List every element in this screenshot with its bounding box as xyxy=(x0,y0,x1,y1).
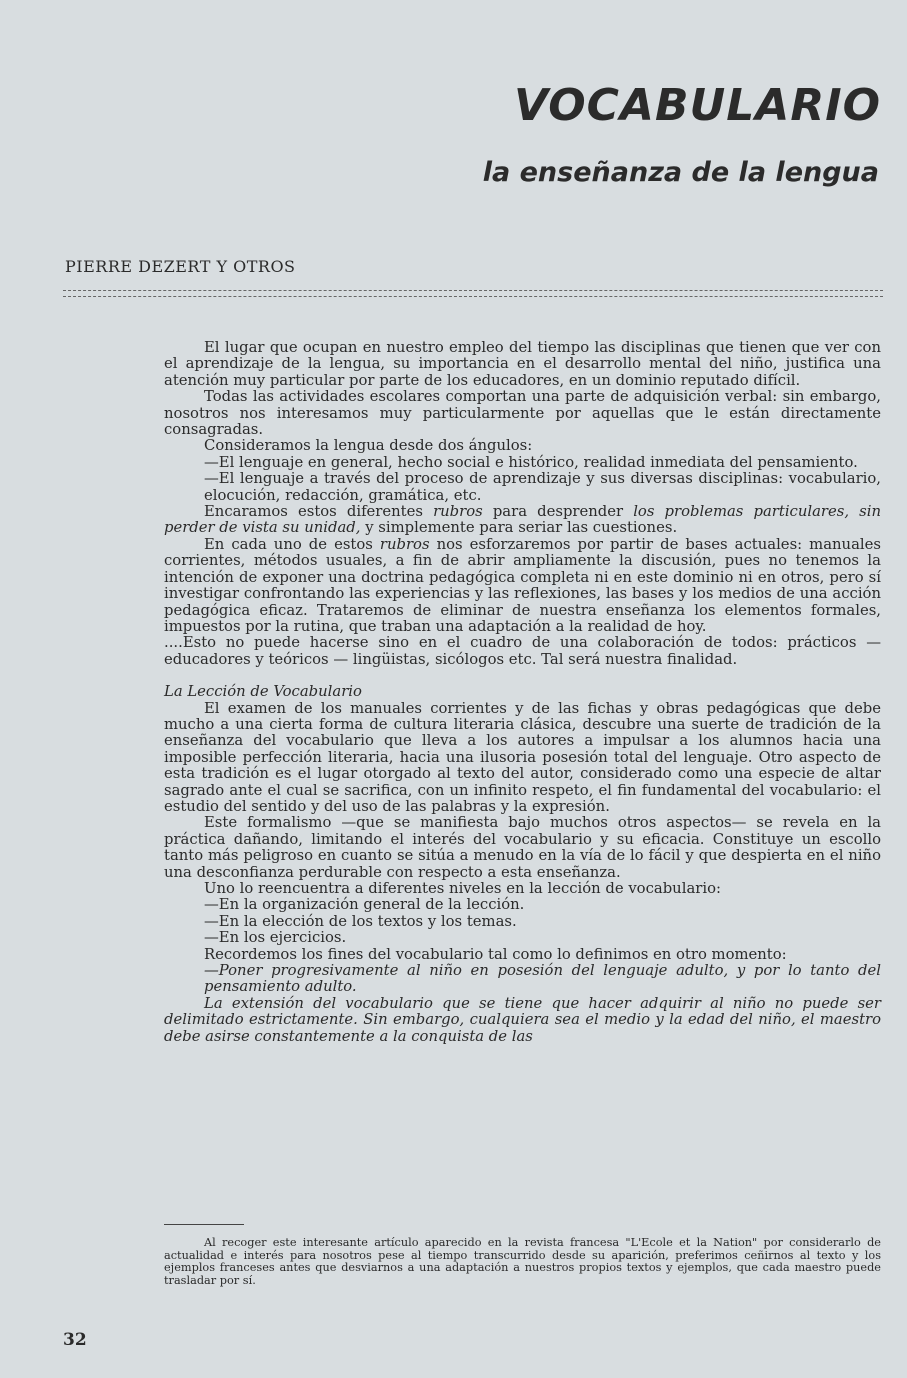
article-author: PIERRE DEZERT Y OTROS xyxy=(65,257,296,276)
paragraph: Uno lo reencuentra a diferentes niveles en la lección de vocabulario: xyxy=(204,880,721,897)
article-subtitle: la enseñanza de la lengua xyxy=(482,157,879,188)
section-heading: La Lección de Vocabulario xyxy=(164,683,362,701)
emphasis: rubros xyxy=(433,503,483,521)
page-number: 32 xyxy=(63,1330,87,1350)
emphasis: rubros xyxy=(379,535,430,553)
paragraph: Consideramos la lengua desde dos ángulos: xyxy=(204,437,533,455)
paragraph: Todas las actividades escolares comportan una parte de adquisición verbal: sin embargo, nosotros nos interesamos muy particularmente por aquellas que le están directamente consagradas. xyxy=(164,388,881,439)
list-item: —En la organización general de la lección. xyxy=(204,896,525,914)
paragraph: El examen de los manuales corrientes y de las fichas y obras pedagógicas que debe mucho a una cierta forma de cultura literaria clásica, descubre una suerte de tradición de la enseñanza del vocabulario que lleva a los autores a impulsar a los alumnos hacia una imposible perfección literaria, hacia una ilusoria posesión total del lenguaje. Otro aspecto de esta tradición es el lugar otorgado al texto del autor, considerado como una especie de altar sagrado ante el cual se sacrifica, con un infinito respeto, el fin fundamental del vocabulario: el estudio del sentido y del uso de las palabras y la expresión. xyxy=(164,699,881,815)
list-item: —En la elección de los textos y los temas. xyxy=(204,912,517,930)
text-run: En cada uno de estos xyxy=(204,535,380,553)
text-run: Encaramos estos diferentes xyxy=(204,503,434,521)
list-item: —El lenguaje a través del proceso de aprendizaje y sus diversas disciplinas: vocabulario, elocución, redacción, gramática, etc. xyxy=(204,470,881,504)
paragraph: El lugar que ocupan en nuestro empleo del tiempo las disciplinas que tienen que ver con el aprendizaje de la lengua, su importancia en el desarrollo mental del niño, justifica una atención muy particular por parte de los educadores, en un dominio reputado difícil. xyxy=(164,339,881,389)
article-body xyxy=(164,340,881,1045)
paragraph xyxy=(164,537,881,635)
list-item: —En los ejercicios. xyxy=(204,929,347,947)
paragraph: ....Esto no puede hacerse sino en el cuadro de una colaboración de todos: prácticos — educadores y teóricos — lingüistas, sicólogos etc. Tal será nuestra finalidad. xyxy=(164,634,881,668)
text-run: nos esforzaremos por partir de bases actuales: manuales corrientes, métodos usuales, a fin de abrir ampliamente la discusión, pues no tenemos la intención de exponer una doctrina pedagógica completa ni en este dominio ni en otros, pero sí investigar confrontando las experiencias y las reflexiones, las bases y los medios de una acción pedagógica eficaz. Trataremos de eliminar de nuestra enseñanza los elementos formales, impuestos por la rutina, que traban una adaptación a la realidad de hoy. xyxy=(164,535,881,635)
list-item: —Poner progresivamente al niño en posesión del lenguaje adulto, y por lo tanto del pensamiento adulto. xyxy=(204,962,881,996)
emphasis: los problemas particulares, sin perder de vista su unidad, xyxy=(164,503,882,537)
footnote-divider xyxy=(164,1224,244,1225)
header-divider xyxy=(63,290,883,297)
text-run: para desprender xyxy=(482,503,634,521)
paragraph: Este formalismo —que se manifiesta bajo muchos otros aspectos— se revela en la práctica dañando, limitando el interés del vocabulario y su eficacia. Constituye un escollo tanto más peligroso en cuanto se sitúa a menudo en la vía de lo fácil y que despierta en el niño una desconfianza perdurable con respecto a esta enseñanza. xyxy=(164,814,881,881)
footnote: Al recoger este interesante artículo aparecido en la revista francesa "L'Ecole et la Nation" por considerarlo de actualidad e interés para nosotros pese al tiempo transcurrido desde su aparición, preferimos ceñirnos al texto y los ejemplos franceses antes que desviarnos a una adaptación a nuestros propios textos y ejemplos, que cada maestro puede trasladar por sí. xyxy=(164,1236,881,1287)
text-run: y simplemente para seriar las cuestiones. xyxy=(360,519,678,537)
paragraph: La extensión del vocabulario que se tiene que hacer adquirir al niño no puede ser delimitado estrictamente. Sin embargo, cualquiera sea el medio y la edad del niño, el maestro debe asirse constantemente a la conquista de las xyxy=(164,994,881,1045)
paragraph: Recordemos los fines del vocabulario tal como lo definimos en otro momento: xyxy=(204,945,787,963)
list-item: —El lenguaje en general, hecho social e histórico, realidad inmediata del pensamiento. xyxy=(204,453,858,471)
paragraph xyxy=(164,504,881,537)
article-title: VOCABULARIO xyxy=(513,80,881,131)
